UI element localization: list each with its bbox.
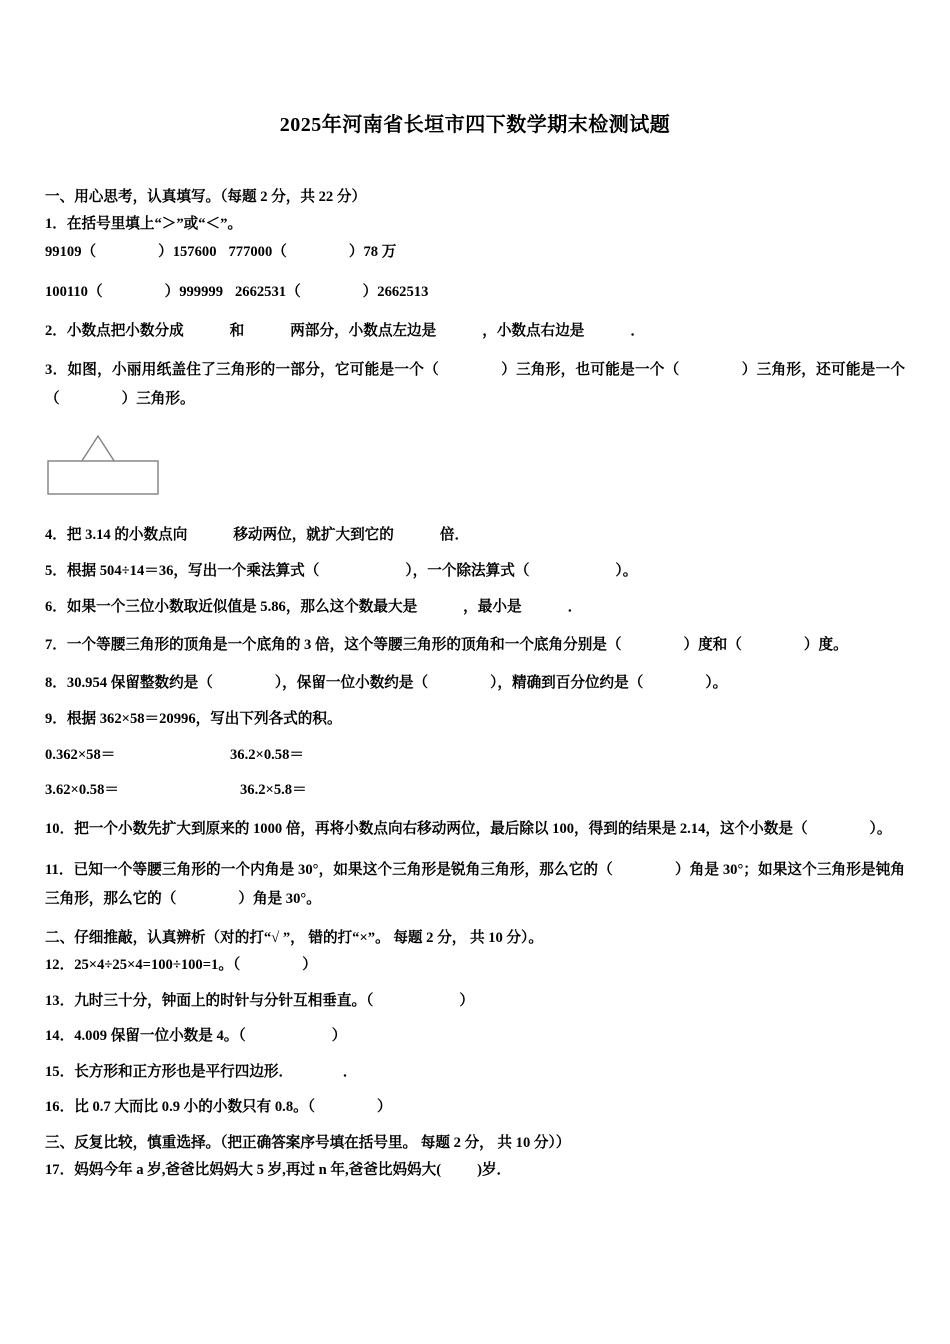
paper-body <box>45 186 905 1183</box>
q16-part2: ） <box>377 1099 392 1116</box>
q5-part3: ）。 <box>615 562 638 579</box>
question-12 <box>45 954 905 978</box>
question-15-number: 15． <box>45 1063 75 1080</box>
rectangle-covering-triangle-figure <box>45 428 225 506</box>
q9-expr-1-label: 0.362×58＝ <box>45 746 116 763</box>
q9-expr-2 <box>230 744 490 768</box>
q8-part3: ），精确到百分位约是（ <box>490 675 644 692</box>
q9-expr-1 <box>45 744 230 768</box>
q7-part1: 一个等腰三角形的顶角是一个底角的 3 倍，这个等腰三角形的顶角和一个底角分别是（ <box>66 637 622 654</box>
q6-part2: ，最小是 <box>463 598 522 615</box>
question-2 <box>45 320 905 344</box>
question-17 <box>45 1159 905 1183</box>
q13-part2: ） <box>459 992 474 1009</box>
q9-expr-4 <box>230 779 500 803</box>
section-heading-3: 三、反复比较，慎重选择。（把正确答案序号填在括号里。 每题 2 分， 共 10 分）） <box>45 1135 571 1152</box>
question-3 <box>45 356 905 414</box>
q12-part2: ） <box>302 956 317 973</box>
q2-part2: 和 <box>229 323 245 340</box>
q5-part1: 根据 504÷14＝36，写出一个乘法算式（ <box>66 562 320 579</box>
figure-svg <box>45 428 225 506</box>
q2-part3: 两部分，小数点左边是 <box>290 323 437 340</box>
q11-part2: ）角是 30°；如果这个三角形是钝角三角形，那么它的（ <box>45 862 905 908</box>
q10-part2: ）。 <box>869 820 892 837</box>
question-3-number: 3． <box>45 361 68 378</box>
q2-part1: 小数点把小数分成 <box>66 323 184 340</box>
q3-part2: ）三角形，也可能是一个（ <box>500 361 680 378</box>
q11-part1: 已知一个等腰三角形的一个内角是 30°，如果这个三角形是锐角三角形，那么它的（ <box>73 862 613 879</box>
question-3-figure-wrap <box>45 428 905 506</box>
question-13-number: 13． <box>45 992 75 1009</box>
q16-part1: 比 0.7 大而比 0.9 小的小数只有 0.8。（ <box>74 1099 315 1116</box>
q2-part5: ． <box>630 323 646 340</box>
section-heading-1: 一、用心思考，认真填写。（每题 2 分，共 22 分） <box>45 189 367 205</box>
question-9 <box>45 708 905 732</box>
question-1 <box>45 213 905 237</box>
q9-expr-2-label: 36.2×0.58＝ <box>230 746 304 763</box>
section-heading-2: 二、仔细推敲，认真辨析（对的打“√ ”， 错的打“×”。 每题 2 分， 共 10 分）。 <box>45 929 543 946</box>
question-16-number: 16． <box>45 1099 75 1116</box>
q13-part1: 九时三十分，钟面上的时针与分针互相垂直。（ <box>74 992 374 1009</box>
question-6 <box>45 596 905 620</box>
question-12-number: 12． <box>45 956 75 973</box>
question-14-number: 14． <box>45 1028 75 1045</box>
q1-l2-a-right: 999999 <box>179 283 223 300</box>
question-1-comparison-line-1: 99109（ ）157600 777000（ ）78 万 <box>45 243 397 260</box>
q1-l1-a-right: 157600 <box>172 243 217 260</box>
question-15 <box>45 1061 905 1085</box>
q17-part2: )岁． <box>477 1162 512 1179</box>
question-7-number: 7． <box>45 637 67 654</box>
question-9-text: 根据 362×58＝20996，写出下列各式的积。 <box>66 711 342 728</box>
question-5-number: 5． <box>45 562 67 579</box>
q11-part3: ）角是 30°。 <box>238 891 321 908</box>
q8-part2: ），保留一位小数约是（ <box>274 675 429 692</box>
q7-part3: ）度。 <box>803 637 848 654</box>
question-8 <box>45 672 905 696</box>
question-11 <box>45 856 905 914</box>
question-4-number: 4． <box>45 527 67 544</box>
question-14 <box>45 1025 905 1049</box>
question-11-number: 11． <box>45 862 74 879</box>
question-8-number: 8． <box>45 675 67 692</box>
q15-part1: 长方形和正方形也是平行四边形． <box>74 1063 294 1080</box>
question-10-number: 10． <box>45 820 75 837</box>
q9-expr-4-label: 36.2×5.8＝ <box>240 782 307 799</box>
question-2-number: 2． <box>45 323 67 340</box>
q5-part2: ），一个除法算式（ <box>405 562 530 579</box>
q17-part1: 妈妈今年 a 岁,爸爸比妈妈大 5 岁,再过 n 年,爸爸比妈妈大( <box>74 1162 442 1179</box>
question-5 <box>45 560 905 584</box>
question-10 <box>45 815 905 844</box>
q2-part4: ，小数点右边是 <box>482 323 585 340</box>
q15-part2: ． <box>342 1063 358 1080</box>
q1-l2-a-left: 100110 <box>45 283 88 300</box>
question-7 <box>45 631 905 660</box>
q9-expr-3-label: 3.62×0.58＝ <box>45 782 119 799</box>
q1-l2-b-right: 2662513 <box>377 283 429 300</box>
q4-part3: 倍． <box>439 527 470 544</box>
q10-part1: 把一个小数先扩大到原来的 1000 倍，再将小数点向右移动两位，最后除以 100，得到的结果是 2.14，这个小数是（ <box>74 820 808 837</box>
q12-part1: 25×4÷25×4=100÷100=1。（ <box>74 956 241 973</box>
q14-part1: 4.009 保留一位小数是 4。（ <box>74 1028 246 1045</box>
q1-l1-b-left: 777000 <box>228 243 273 260</box>
q3-part4: ）三角形。 <box>121 391 195 408</box>
question-1-text: 在括号里填上“＞”或“＜”。 <box>66 216 243 233</box>
page-title: 2025年河南省长垣市四下数学期末检测试题 <box>279 114 671 136</box>
question-6-number: 6． <box>45 598 67 615</box>
q7-part2: ）度和（ <box>683 637 742 654</box>
question-9-number: 9． <box>45 711 67 728</box>
q6-part3: ． <box>567 598 583 615</box>
q1-l2-b-left: 2662531 <box>234 283 287 300</box>
q14-part2: ） <box>331 1028 347 1045</box>
question-9-expression-row-1 <box>45 744 905 768</box>
q8-part1: 30.954 保留整数约是（ <box>66 675 213 692</box>
q1-l1-b-right: 78 万 <box>363 243 397 260</box>
question-17-number: 17． <box>45 1162 75 1179</box>
q4-part1: 把 3.14 的小数点向 <box>66 527 188 544</box>
q3-part3: ）三角形，还可能是一个（ <box>45 361 905 408</box>
question-16 <box>45 1096 905 1120</box>
question-13 <box>45 990 905 1014</box>
question-1-number: 1． <box>45 216 67 233</box>
q6-part1: 如果一个三位小数取近似值是 5.86，那么这个数最大是 <box>66 598 418 615</box>
paper-rectangle-shape <box>48 461 158 494</box>
q4-part2: 移动两位，就扩大到它的 <box>233 527 394 544</box>
q3-part1: 如图，小丽用纸盖住了三角形的一部分，它可能是一个（ <box>67 361 439 378</box>
question-1-comparison-line-2: 100110（ ）999999 2662531（ ）2662513 <box>45 283 429 300</box>
q1-l1-a-left: 99109 <box>45 243 82 260</box>
q9-expr-3 <box>45 779 230 803</box>
question-4 <box>45 524 905 548</box>
question-9-expression-row-2 <box>45 779 905 803</box>
q8-part4: ）。 <box>705 675 728 692</box>
